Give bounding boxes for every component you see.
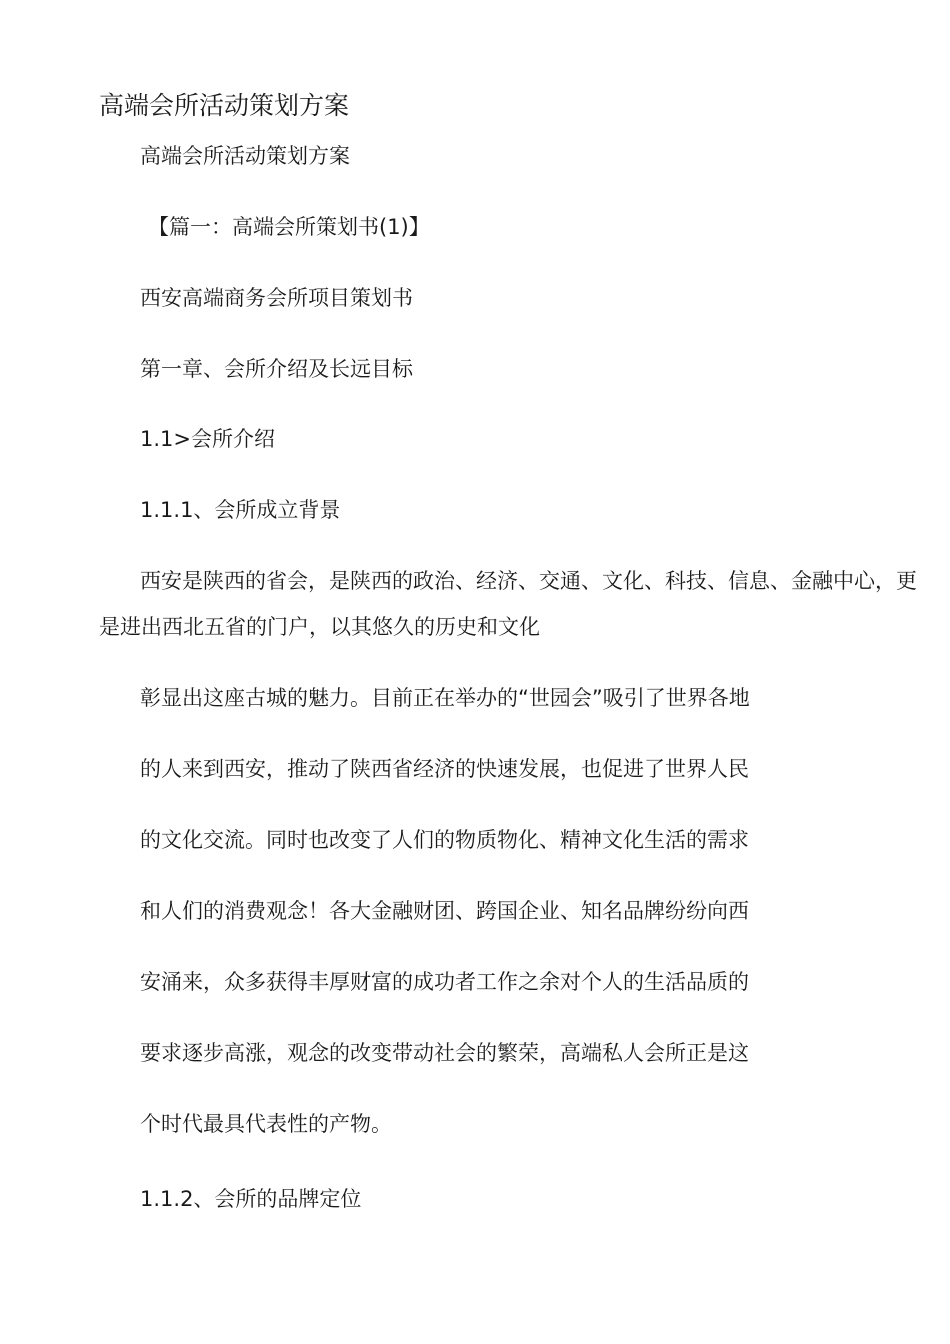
paragraph-line: 的人来到西安，推动了陕西省经济的快速发展，也促进了世界人民 [140, 757, 749, 781]
paragraph-line: 要求逐步高涨，观念的改变带动社会的繁荣，高端私人会所正是这 [140, 1041, 749, 1065]
chapter-heading: 第一章、会所介绍及长远目标 [140, 357, 413, 381]
paragraph-line: 和人们的消费观念！各大金融财团、跨国企业、知名品牌纷纷向西 [140, 899, 749, 923]
project-title: 西安高端商务会所项目策划书 [140, 286, 413, 310]
paragraph-line: 的文化交流。同时也改变了人们的物质物化、精神文化生活的需求 [140, 828, 749, 852]
paragraph-line-1: 西安是陕西的省会，是陕西的政治、经济、交通、文化、科技、信息、金融中心，更 [140, 569, 917, 593]
document-subtitle: 高端会所活动策划方案 [140, 144, 350, 168]
section-tag: 【篇一：高端会所策划书(1)】 [148, 215, 430, 239]
section-heading-1-1-2: 1.1.2、会所的品牌定位 [140, 1187, 362, 1211]
paragraph-line: 安涌来，众多获得丰厚财富的成功者工作之余对个人的生活品质的 [140, 970, 749, 994]
section-heading-1-1: 1.1>会所介绍 [140, 427, 275, 451]
document-title: 高端会所活动策划方案 [99, 91, 350, 120]
section-heading-1-1-1: 1.1.1、会所成立背景 [140, 498, 341, 522]
paragraph-line: 彰显出这座古城的魅力。目前正在举办的“世园会”吸引了世界各地 [140, 686, 750, 710]
paragraph-line: 个时代最具代表性的产物。 [140, 1112, 392, 1136]
paragraph-line-2: 是进出西北五省的门户，以其悠久的历史和文化 [99, 615, 540, 639]
